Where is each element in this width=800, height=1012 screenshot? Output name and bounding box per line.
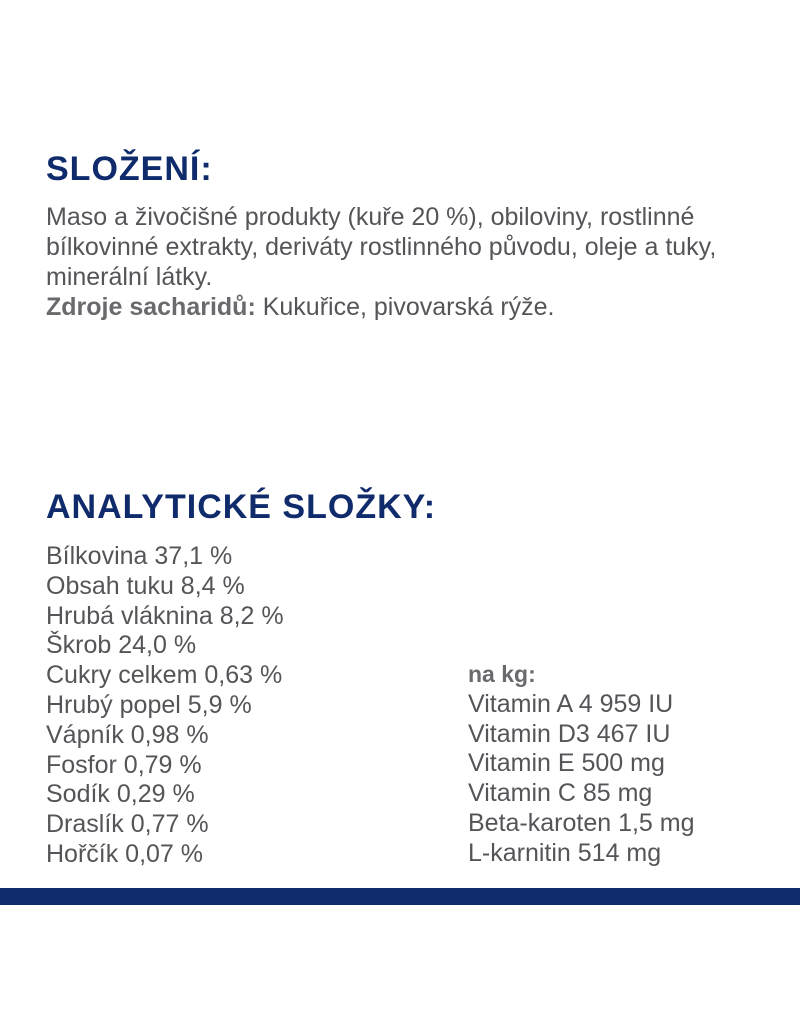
analytic-item: Obsah tuku 8,4 % bbox=[46, 571, 245, 600]
analytic-item: Hrubý popel 5,9 % bbox=[46, 690, 252, 719]
vitamin-item: Beta-karoten 1,5 mg bbox=[468, 808, 695, 837]
vitamin-item: L-karnitin 514 mg bbox=[468, 838, 662, 867]
vitamin-item: Vitamin E 500 mg bbox=[468, 749, 665, 778]
carbs-label: Zdroje sacharidů: bbox=[46, 293, 256, 321]
analytic-item: Sodík 0,29 % bbox=[46, 780, 195, 809]
analytic-item: Škrob 24,0 % bbox=[46, 631, 197, 660]
analytic-heading: ANALYTICKÉ SLOŽKY: bbox=[46, 488, 437, 526]
analytic-item: Vápník 0,98 % bbox=[46, 720, 209, 749]
vitamin-title: na kg: bbox=[468, 661, 536, 687]
vitamin-item: Vitamin A 4 959 IU bbox=[468, 689, 674, 718]
analytic-item: Draslík 0,77 % bbox=[46, 810, 209, 839]
analytic-item: Bílkovina 37,1 % bbox=[46, 542, 233, 570]
vitamin-list bbox=[468, 690, 695, 869]
bottom-divider-bar bbox=[0, 888, 800, 905]
analytic-item: Hořčík 0,07 % bbox=[46, 839, 204, 868]
composition-text: Maso a živočišné produkty (kuře 20 %), obiloviny, rostlinné bílkovinné extrakty, deriváty rostlinného původu, oleje a tuky, minerální látky. bbox=[46, 203, 717, 291]
vitamin-item: Vitamin C 85 mg bbox=[468, 779, 653, 808]
composition-text-block bbox=[46, 202, 766, 322]
analytic-list bbox=[46, 542, 284, 870]
vitamin-item: Vitamin D3 467 IU bbox=[468, 719, 671, 748]
carbs-text: Kukuřice, pivovarská rýže. bbox=[262, 293, 555, 321]
vitamin-block bbox=[468, 660, 695, 869]
analytic-item: Hrubá vláknina 8,2 % bbox=[46, 601, 284, 630]
analytic-item: Cukry celkem 0,63 % bbox=[46, 661, 283, 690]
analytic-item: Fosfor 0,79 % bbox=[46, 750, 202, 779]
composition-heading: SLOŽENÍ: bbox=[46, 150, 213, 188]
